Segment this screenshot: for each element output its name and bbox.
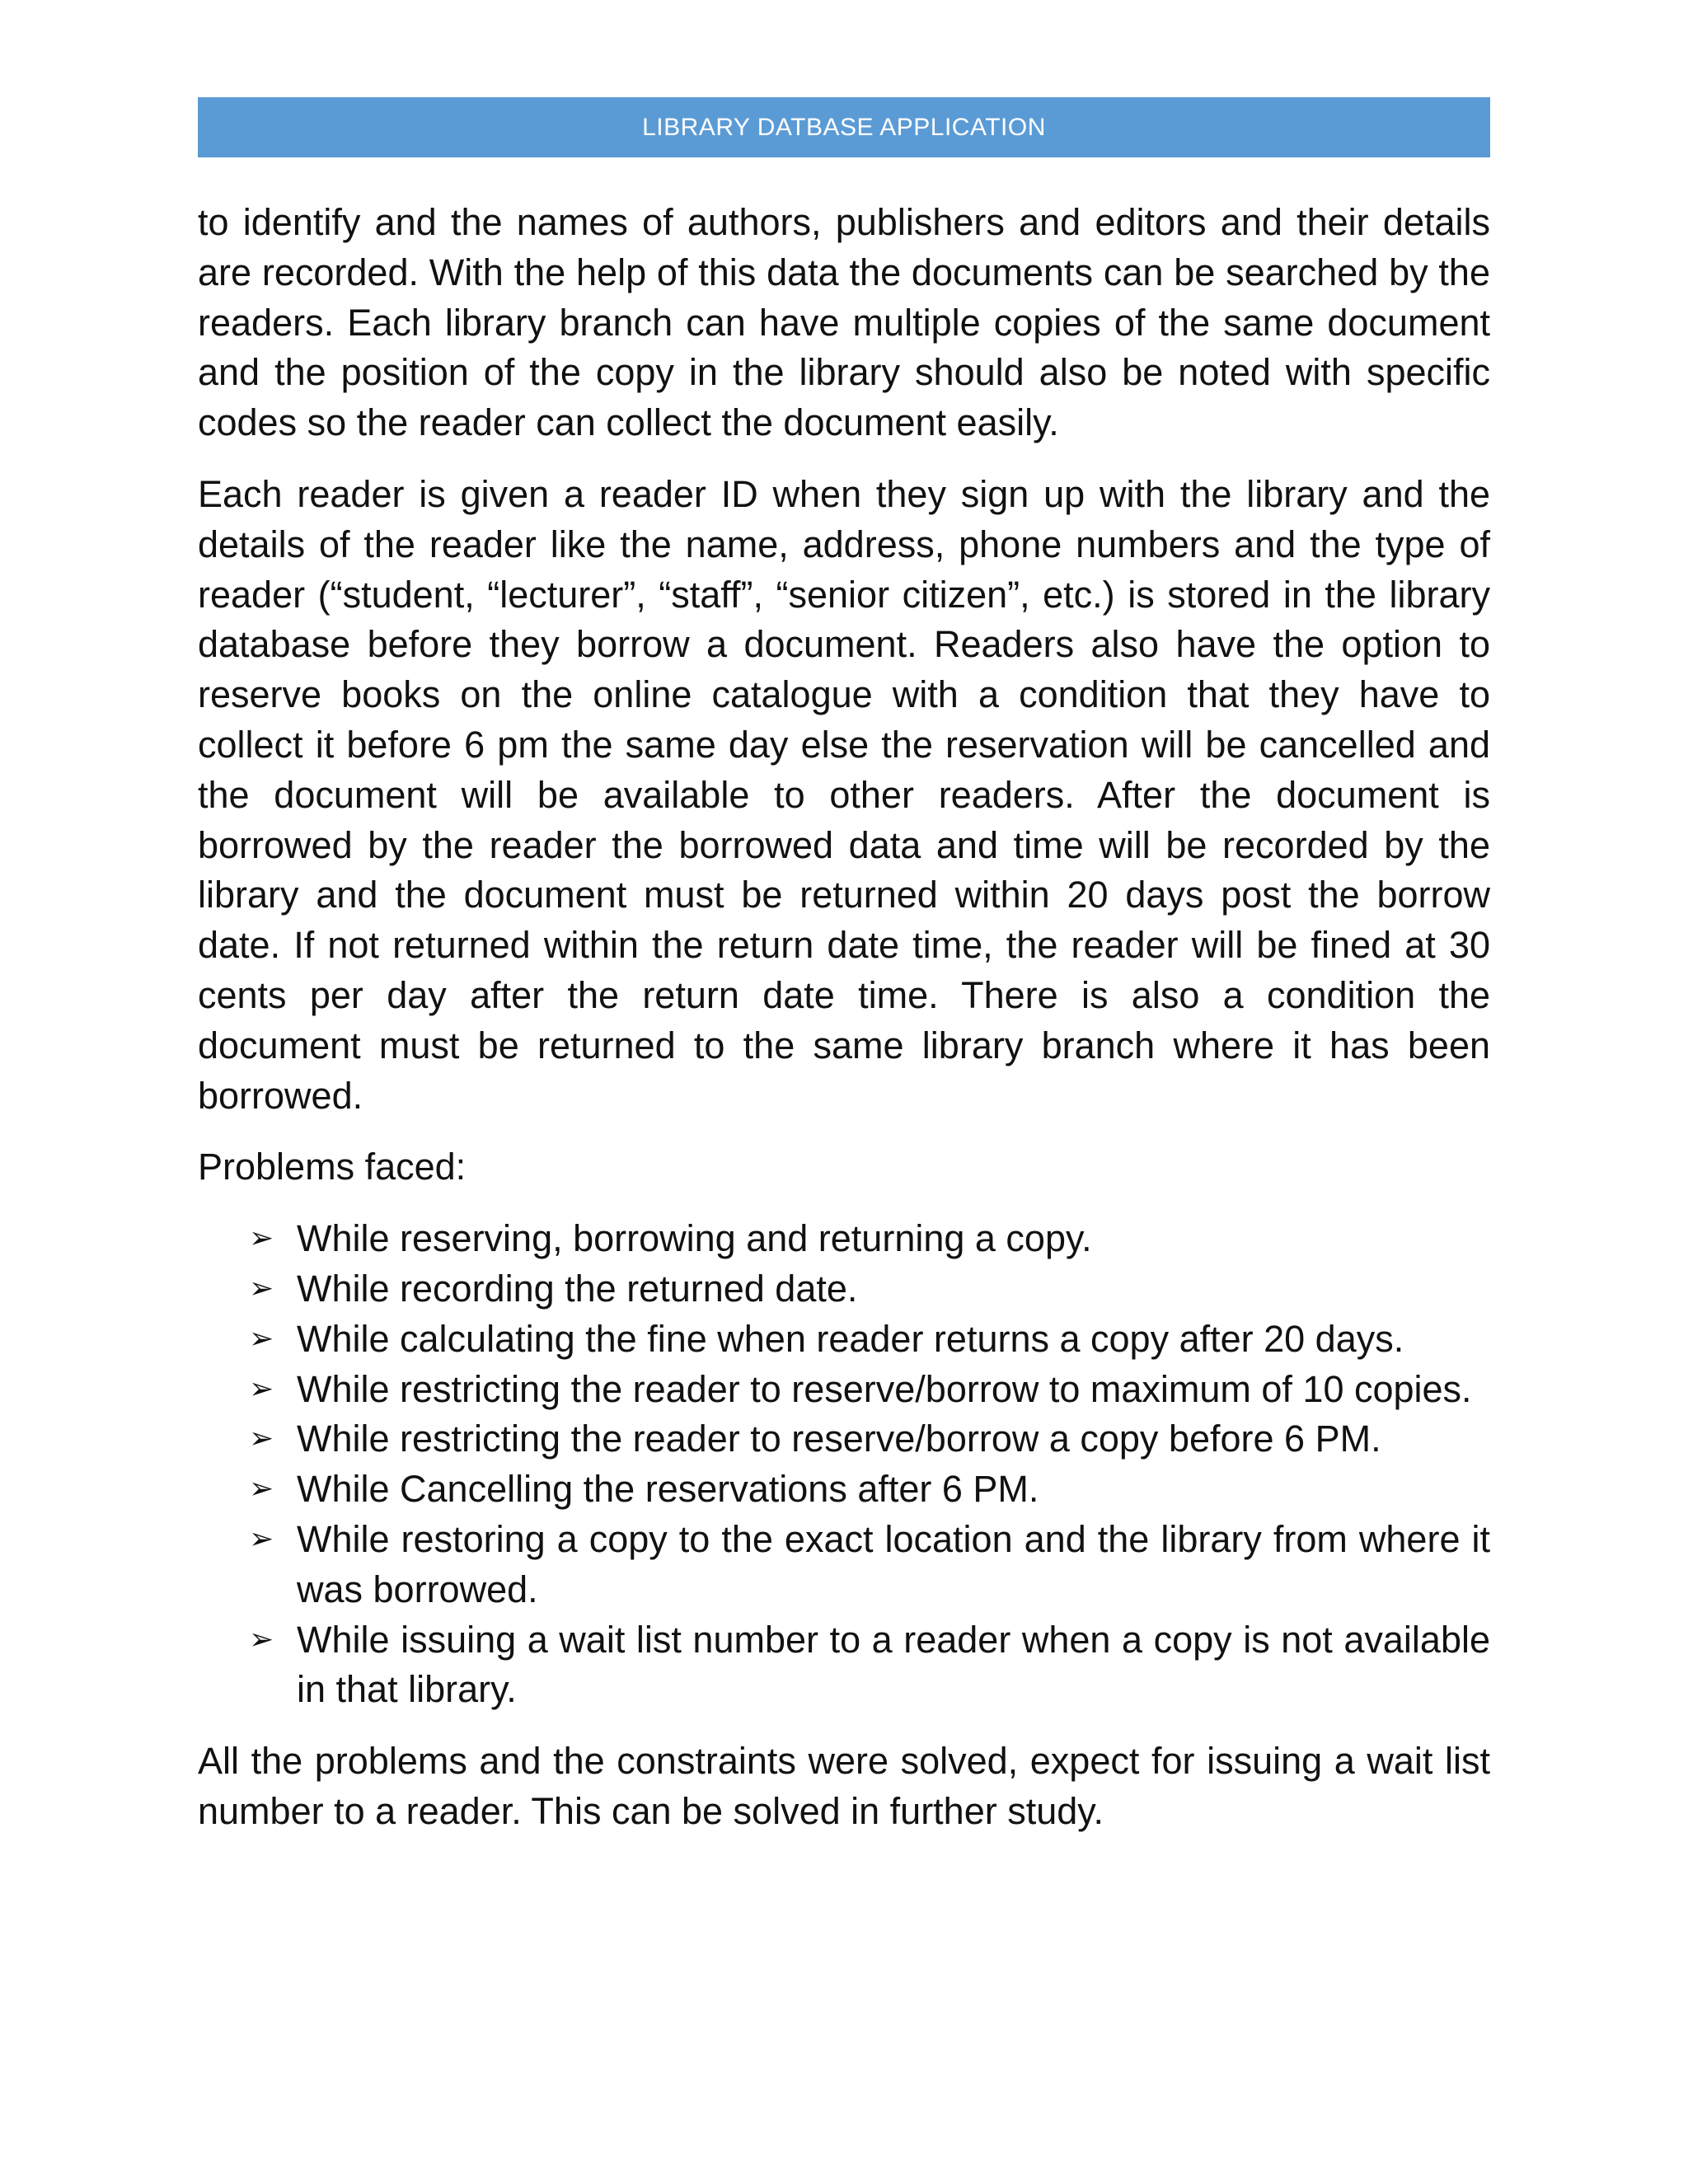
list-item <box>198 1264 1490 1315</box>
arrowhead-bullet-icon: ➢ <box>249 1221 274 1256</box>
paragraph-reader-rules: Each reader is given a reader ID when they sign up with the library and the details of the reader like the name, address, phone numbers and the type of reader (“student, “lecturer”, “staff”, “senior citizen”, etc.) is stored in the library database before they borrow a document. Readers also have the option to reserve books on the online catalogue with a condition that they have to collect it before 6 pm the same day else the reservation will be cancelled and the document will be available to other readers. After the document is borrowed by the reader the borrowed data and time will be recorded by the library and the document must be returned within 20 days post the borrow date. If not returned within the return date time, the reader will be fined at 30 cents per day after the return date time. There is also a condition the document must be returned to the same library branch where it has been borrowed. <box>198 472 1490 1117</box>
running-header-bar <box>198 97 1490 157</box>
paragraph-document-details: to identify and the names of authors, publishers and editors and their details are recorded. With the help of this data the documents can be searched by the readers. Each library branch can have multiple copies of the same document and the position of the copy in the library should also be noted with specific codes so the reader can collect the document easily. <box>198 201 1490 444</box>
list-item-text: While Cancelling the reservations after 6 PM. <box>297 1468 1039 1511</box>
list-item <box>198 1315 1490 1365</box>
arrowhead-bullet-icon: ➢ <box>249 1422 274 1456</box>
arrowhead-bullet-icon: ➢ <box>249 1371 274 1406</box>
list-item <box>198 1465 1490 1515</box>
closing-paragraph: All the problems and the constraints were solved, expect for issuing a wait list number to a reader. This can be solved in further study. <box>198 1740 1490 1832</box>
arrowhead-bullet-icon: ➢ <box>249 1271 274 1305</box>
arrowhead-bullet-icon: ➢ <box>249 1472 274 1507</box>
list-item-text: While restoring a copy to the exact location and the library from where it was borrowed. <box>297 1517 1490 1610</box>
list-item-text: While restricting the reader to reserve/borrow to maximum of 10 copies. <box>297 1367 1472 1410</box>
list-item-text: While issuing a wait list number to a reader when a copy is not available in that library. <box>297 1618 1490 1711</box>
problems-heading: Problems faced: <box>198 1146 467 1188</box>
problems-list <box>198 1214 1490 1715</box>
arrowhead-bullet-icon: ➢ <box>249 1521 274 1556</box>
list-item-text: While reserving, borrowing and returning a copy. <box>297 1217 1092 1260</box>
page-body <box>198 198 1490 1837</box>
arrowhead-bullet-icon: ➢ <box>249 1321 274 1356</box>
list-item <box>198 1414 1490 1465</box>
running-header-title: LIBRARY DATBASE APPLICATION <box>642 113 1046 141</box>
list-item <box>198 1515 1490 1615</box>
list-item-text: While restricting the reader to reserve/borrow a copy before 6 PM. <box>297 1418 1381 1460</box>
list-item <box>198 1214 1490 1264</box>
list-item <box>198 1615 1490 1716</box>
list-item-text: While calculating the fine when reader returns a copy after 20 days. <box>297 1317 1404 1360</box>
list-item <box>198 1365 1490 1415</box>
arrowhead-bullet-icon: ➢ <box>249 1622 274 1657</box>
list-item-text: While recording the returned date. <box>297 1267 858 1310</box>
